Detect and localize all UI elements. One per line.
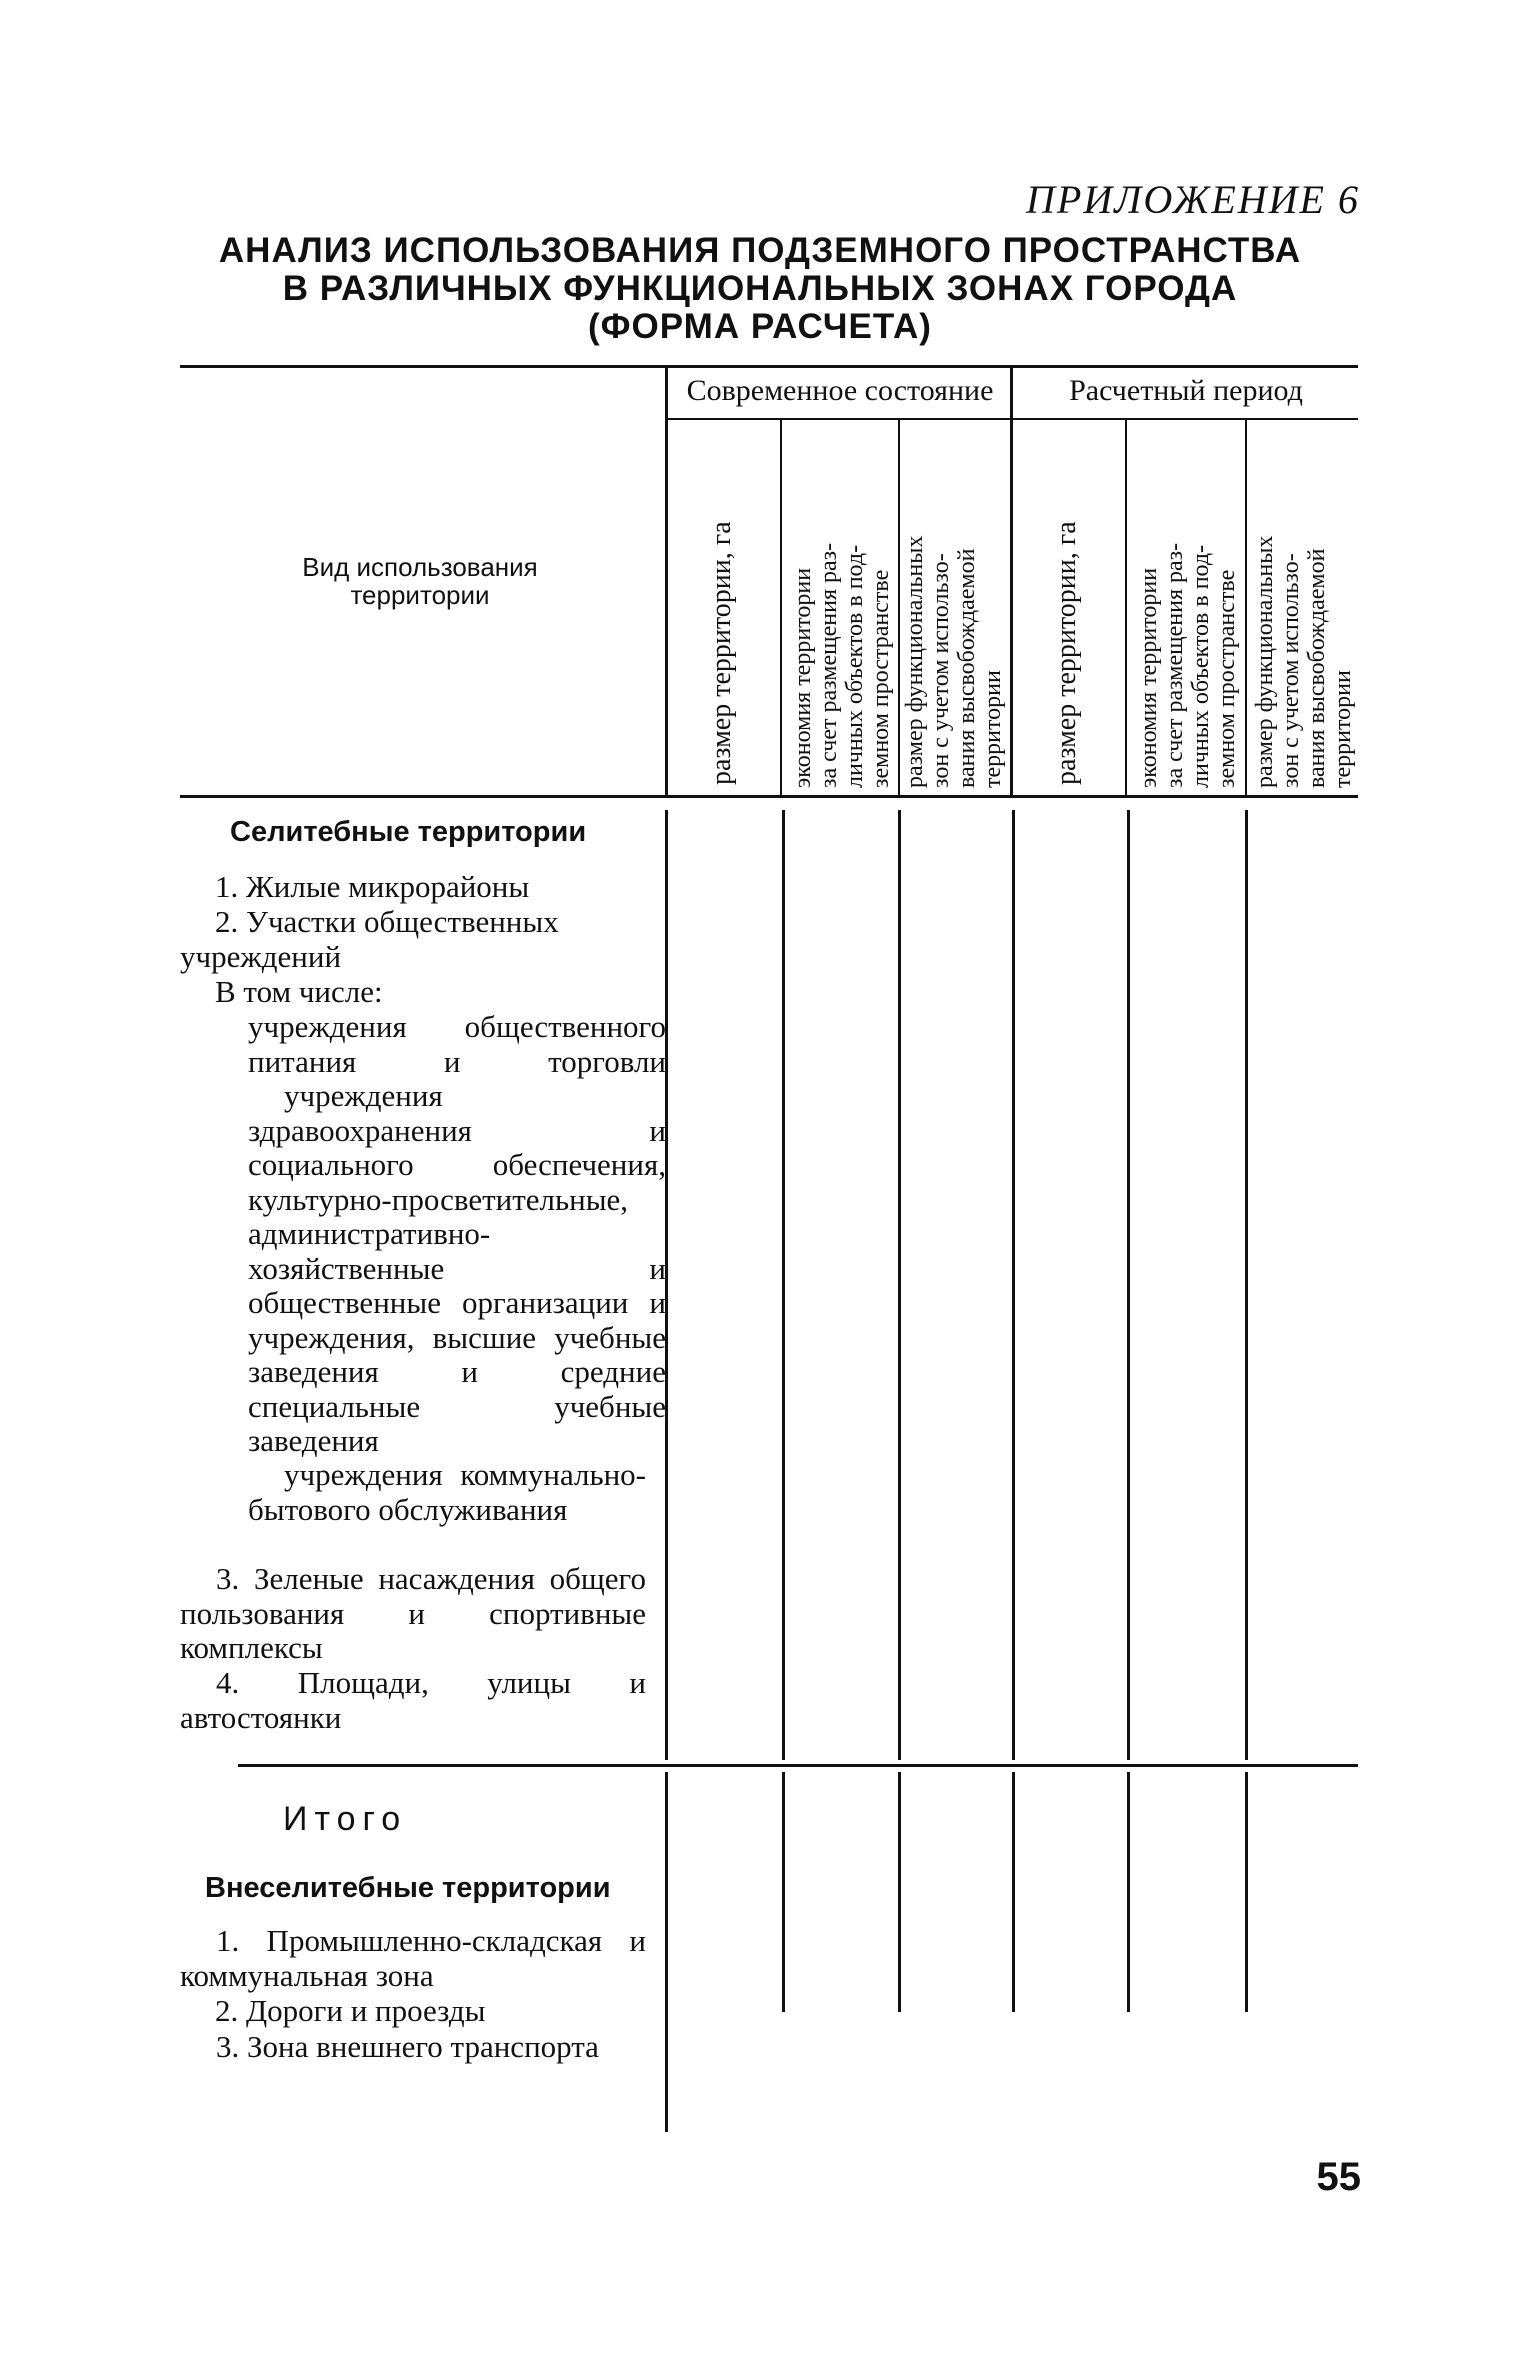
group-underline-plan [1013, 418, 1358, 420]
row-header-line-2: территории [350, 580, 490, 610]
group-header-plan: Расчетный период [1069, 374, 1303, 407]
row-header [180, 553, 660, 609]
nonres-item-3 [180, 2030, 646, 2065]
page-number: 55 [1316, 2155, 1361, 2199]
header-col-line-5 [1125, 420, 1127, 796]
res-sub-3-text: учреждения коммунально-бытового обслуживания [248, 1457, 646, 1527]
header-divider-left [665, 368, 668, 796]
body-col-line-2 [782, 810, 785, 1760]
body-col-line-4 [1012, 810, 1015, 1760]
col-header-zones-plan: размер функциональных зон с учетом использо- вания высвобождаемой территории [1252, 535, 1356, 788]
nonres-item-1-text: 1. Промышленно-складская и коммунальная зона [180, 1923, 646, 1993]
header-col-line-6 [1245, 420, 1247, 796]
res-sub-3 [248, 1458, 646, 1527]
col-header-size-plan: размер территории, га [1051, 521, 1082, 785]
res-item-4 [180, 1666, 646, 1735]
row-header-line-1: Вид использования [302, 552, 538, 582]
body-col-line-3 [898, 810, 901, 1760]
table-header-bottom-rule [180, 795, 1358, 798]
res-item-3-text: 3. Зеленые насаждения общего пользования и спортивные комплексы [180, 1561, 646, 1665]
res-item-2b: учреждений [180, 939, 342, 974]
header-col-line-2 [780, 420, 782, 796]
res-sub-1-text: учреждения общественного питания и торговли [248, 1009, 666, 1079]
group-underline-current [668, 418, 1010, 420]
nonres-item-1 [180, 1924, 646, 1993]
section-heading-nonresidential: Внеселитебные территории [205, 1872, 611, 1904]
subtotal-rule [238, 1764, 1358, 1767]
body2-col-line-1 [665, 1772, 668, 2132]
body2-col-line-5 [1127, 1772, 1130, 2012]
header-divider-mid [1010, 368, 1013, 796]
nonres-item-2: 2. Дороги и проезды [215, 1993, 486, 2028]
body2-col-line-2 [782, 1772, 785, 2012]
body2-col-line-4 [1012, 1772, 1015, 2012]
body-col-line-6 [1245, 810, 1248, 1760]
res-item-1: 1. Жилые микрорайоны [215, 869, 530, 904]
body-col-line-5 [1127, 810, 1130, 1760]
res-item-2a: 2. Участки общественных [215, 904, 559, 939]
res-item-3 [180, 1562, 646, 1666]
subtotal-label: Итого [283, 1800, 408, 1838]
col-header-economy-plan: экономия территории за счет размещения раз- личных объектов в под- земном пространстве [1136, 542, 1240, 788]
res-incl: В том числе: [215, 974, 383, 1009]
body2-col-line-3 [898, 1772, 901, 2012]
group-header-current: Современное состояние [686, 374, 994, 407]
res-sub-2-text: учреждения здравоохранения и социального обеспечения, культурно-просветительные, административно-хозяйственные и общественные организации и учреждения, высшие учебные заведения и средние специальные учебные заведения [248, 1078, 666, 1458]
header-col-line-3 [898, 420, 900, 796]
res-item-4-text: 4. Площади, улицы и автостоянки [180, 1665, 646, 1735]
nonres-item-3-text: 3. Зона внешнего транспорта [216, 2029, 599, 2064]
col-header-economy-current: экономия территории за счет размещения раз- личных объектов в под- земном пространстве [790, 542, 894, 788]
appendix-label: ПРИЛОЖЕНИЕ 6 [1026, 177, 1360, 222]
table-top-rule [180, 365, 1358, 368]
title-line-2: В РАЗЛИЧНЫХ ФУНКЦИОНАЛЬНЫХ ЗОНАХ ГОРОДА [282, 269, 1238, 308]
col-header-zones-current: размер функциональных зон с учетом использо- вания высвобождаемой территории [902, 535, 1006, 788]
col-header-size-current: размер территории, га [706, 521, 737, 785]
title-line-1: АНАЛИЗ ИСПОЛЬЗОВАНИЯ ПОДЗЕМНОГО ПРОСТРАНСТВА [218, 231, 1302, 270]
section-heading-residential: Селитебные территории [230, 816, 587, 848]
res-sub-2 [248, 1079, 666, 1459]
page-title [150, 232, 1370, 346]
res-sub-1 [248, 1010, 666, 1079]
body2-col-line-6 [1245, 1772, 1248, 2012]
title-line-3: (ФОРМА РАСЧЕТА) [588, 307, 932, 346]
